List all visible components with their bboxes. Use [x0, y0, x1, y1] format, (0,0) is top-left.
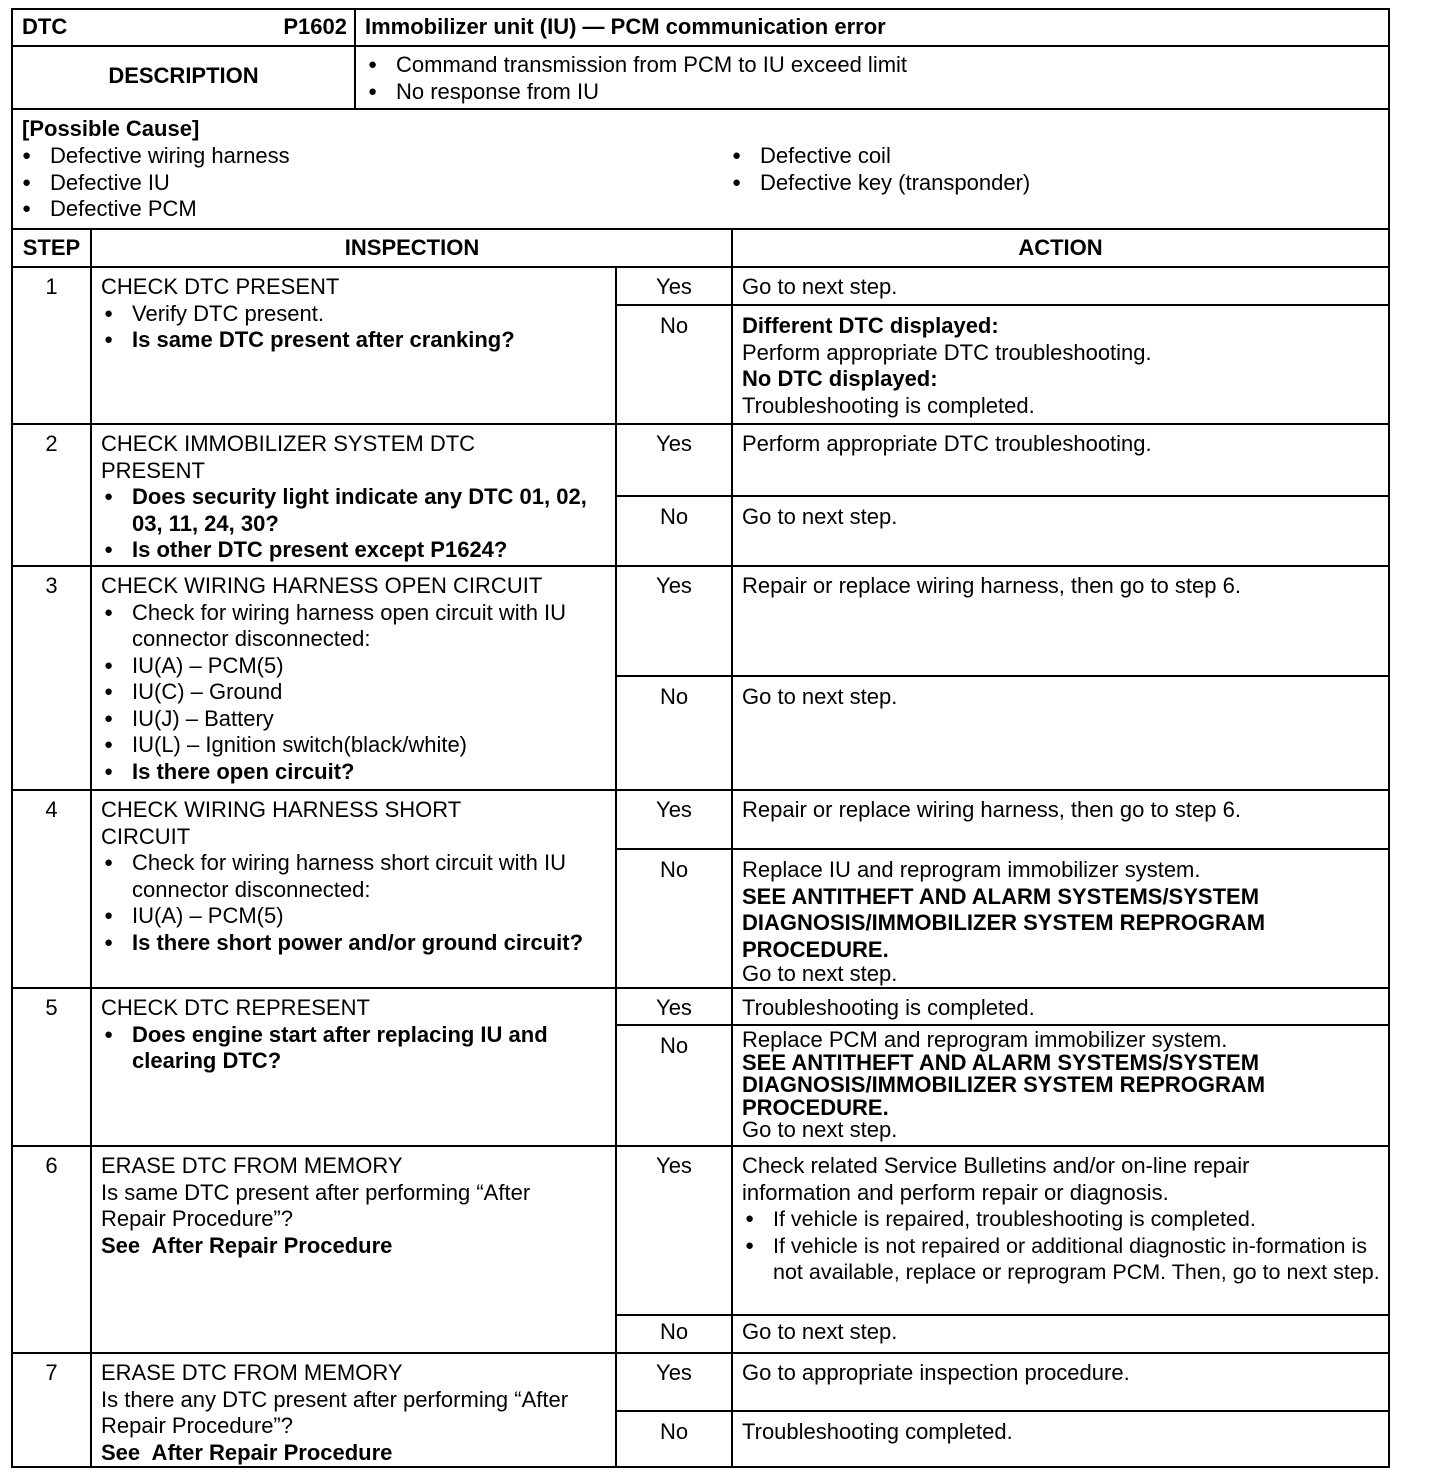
step-number: 4 [45, 797, 58, 822]
no-action: Go to next step. [742, 504, 898, 529]
action-text: Replace PCM and reprogram immobilizer system. [742, 1027, 1228, 1052]
action-reference: SEE ANTITHEFT AND ALARM SYSTEMS/SYSTEM DIAGNOSIS/IMMOBILIZER SYSTEM REPROGRAM PROCEDURE. [742, 1049, 1266, 1120]
step-inspection [92, 789, 615, 956]
step-number: 7 [45, 1360, 58, 1385]
inspection-item: ● IU(A) – PCM(5) [101, 903, 607, 930]
dtc-sheet [11, 8, 1390, 1468]
possible-cause-right [729, 143, 1369, 196]
action-item: ● If vehicle is not repaired or additional diagnostic in-formation is not available, replace or reprogram PCM. Then, go to next step. [742, 1233, 1380, 1286]
inspection-item: ● IU(J) – Battery [101, 706, 607, 733]
step-inspection [92, 1145, 615, 1259]
no-label: No [659, 313, 689, 338]
step-reference: See After Repair Procedure [101, 1232, 393, 1258]
step-title: CHECK DTC PRESENT [101, 274, 340, 299]
action-text: Replace IU and reprogram immobilizer system. [742, 857, 1201, 882]
yes-label: Yes [656, 995, 692, 1020]
dtc-code: P1602 [283, 14, 347, 39]
possible-cause-title: [Possible Cause] [22, 116, 200, 141]
step-number: 2 [45, 431, 58, 456]
action-heading: Different DTC displayed: [742, 313, 999, 338]
action-text: Perform appropriate DTC troubleshooting. [742, 339, 1152, 365]
cause-item: ● Defective key (transponder) [729, 170, 1369, 197]
yes-action: Troubleshooting is completed. [742, 995, 1035, 1020]
step-title: CHECK WIRING HARNESS SHORT CIRCUIT [101, 797, 461, 849]
header-step: STEP [22, 235, 81, 260]
yes-action [733, 1145, 1388, 1286]
step-number: 1 [45, 274, 58, 299]
inspection-question: ● Does security light indicate any DTC 01, 02, 03, 11, 24, 30? [101, 484, 607, 537]
no-label: No [659, 1033, 689, 1058]
cause-item: ● Defective wiring harness [19, 143, 709, 170]
inspection-question: ● Is other DTC present except P1624? [101, 537, 607, 564]
no-label: No [659, 684, 689, 709]
step-inspection [92, 1352, 615, 1466]
inspection-item: ● IU(C) – Ground [101, 679, 607, 706]
description-list [365, 52, 1375, 105]
action-text: Check related Service Bulletins and/or on-line repair information and perform repair or diagnosis. [742, 1153, 1250, 1205]
no-action [733, 1025, 1388, 1142]
no-action: Troubleshooting completed. [742, 1419, 1013, 1444]
yes-label: Yes [656, 1360, 692, 1385]
action-text: Go to next step. [742, 961, 898, 986]
yes-label: Yes [656, 573, 692, 598]
header-action: ACTION [1018, 235, 1103, 260]
inspection-item: ● Check for wiring harness open circuit with IU connector disconnected: [101, 600, 607, 653]
step-question: Is there any DTC present after performing “After Repair Procedure”? [101, 1386, 569, 1438]
yes-action: Perform appropriate DTC troubleshooting. [742, 431, 1152, 456]
step-inspection [92, 423, 615, 564]
step-inspection [92, 565, 615, 785]
step-title: CHECK WIRING HARNESS OPEN CIRCUIT [101, 573, 543, 598]
yes-label: Yes [656, 431, 692, 456]
inspection-question: ● Is there open circuit? [101, 759, 607, 786]
yes-label: Yes [656, 1153, 692, 1178]
inspection-item: ● Check for wiring harness short circuit with IU connector disconnected: [101, 850, 607, 903]
no-label: No [659, 504, 689, 529]
inspection-item: ● IU(L) – Ignition switch(black/white) [101, 732, 607, 759]
no-label: No [659, 1319, 689, 1344]
inspection-question: ● Is same DTC present after cranking? [101, 327, 607, 354]
step-number: 6 [45, 1153, 58, 1178]
action-text: Go to next step. [742, 1117, 898, 1142]
divider [13, 45, 1388, 47]
no-action: Go to next step. [742, 684, 898, 709]
action-item: ● If vehicle is repaired, troubleshooting is completed. [742, 1206, 1380, 1233]
inspection-item: ● IU(A) – PCM(5) [101, 653, 607, 680]
cause-item: ● Defective PCM [19, 196, 709, 223]
cause-item: ● Defective IU [19, 170, 709, 197]
step-title: CHECK IMMOBILIZER SYSTEM DTC PRESENT [101, 431, 476, 483]
dtc-title: Immobilizer unit (IU) — PCM communication error [365, 14, 886, 39]
cause-item: ● Defective coil [729, 143, 1369, 170]
no-action [733, 849, 1388, 985]
step-inspection [92, 266, 615, 354]
possible-cause-left [19, 143, 709, 223]
yes-label: Yes [656, 274, 692, 299]
step-title: ERASE DTC FROM MEMORY [101, 1360, 403, 1385]
description-label: DESCRIPTION [108, 63, 259, 88]
no-action [733, 305, 1388, 419]
inspection-item: ● Verify DTC present. [101, 301, 607, 328]
description-item: ● No response from IU [365, 79, 1375, 106]
inspection-question: ● Is there short power and/or ground circuit? [101, 930, 607, 957]
action-reference: SEE ANTITHEFT AND ALARM SYSTEMS/SYSTEM DIAGNOSIS/IMMOBILIZER SYSTEM REPROGRAM PROCEDURE. [742, 883, 1266, 962]
action-heading: No DTC displayed: [742, 366, 938, 391]
no-label: No [659, 1419, 689, 1444]
no-label: No [659, 857, 689, 882]
step-number: 3 [45, 573, 58, 598]
step-inspection [92, 987, 615, 1075]
yes-action: Repair or replace wiring harness, then go to step 6. [742, 573, 1241, 598]
inspection-question: ● Does engine start after replacing IU and clearing DTC? [101, 1022, 607, 1075]
step-title: CHECK DTC REPRESENT [101, 995, 370, 1020]
divider [13, 108, 1388, 110]
yes-action: Go to next step. [742, 274, 898, 299]
yes-action: Go to appropriate inspection procedure. [742, 1360, 1130, 1385]
divider [354, 10, 356, 108]
yes-label: Yes [656, 797, 692, 822]
action-text: Troubleshooting is completed. [742, 392, 1035, 418]
header-inspection: INSPECTION [344, 235, 480, 260]
no-action: Go to next step. [742, 1319, 898, 1344]
description-item: ● Command transmission from PCM to IU exceed limit [365, 52, 1375, 79]
step-reference: See After Repair Procedure [101, 1439, 393, 1465]
step-title: ERASE DTC FROM MEMORY [101, 1153, 403, 1178]
step-question: Is same DTC present after performing “After Repair Procedure”? [101, 1179, 531, 1231]
yes-action: Repair or replace wiring harness, then go to step 6. [742, 797, 1241, 822]
dtc-label: DTC [22, 14, 68, 39]
divider [13, 228, 1388, 230]
step-number: 5 [45, 995, 58, 1020]
